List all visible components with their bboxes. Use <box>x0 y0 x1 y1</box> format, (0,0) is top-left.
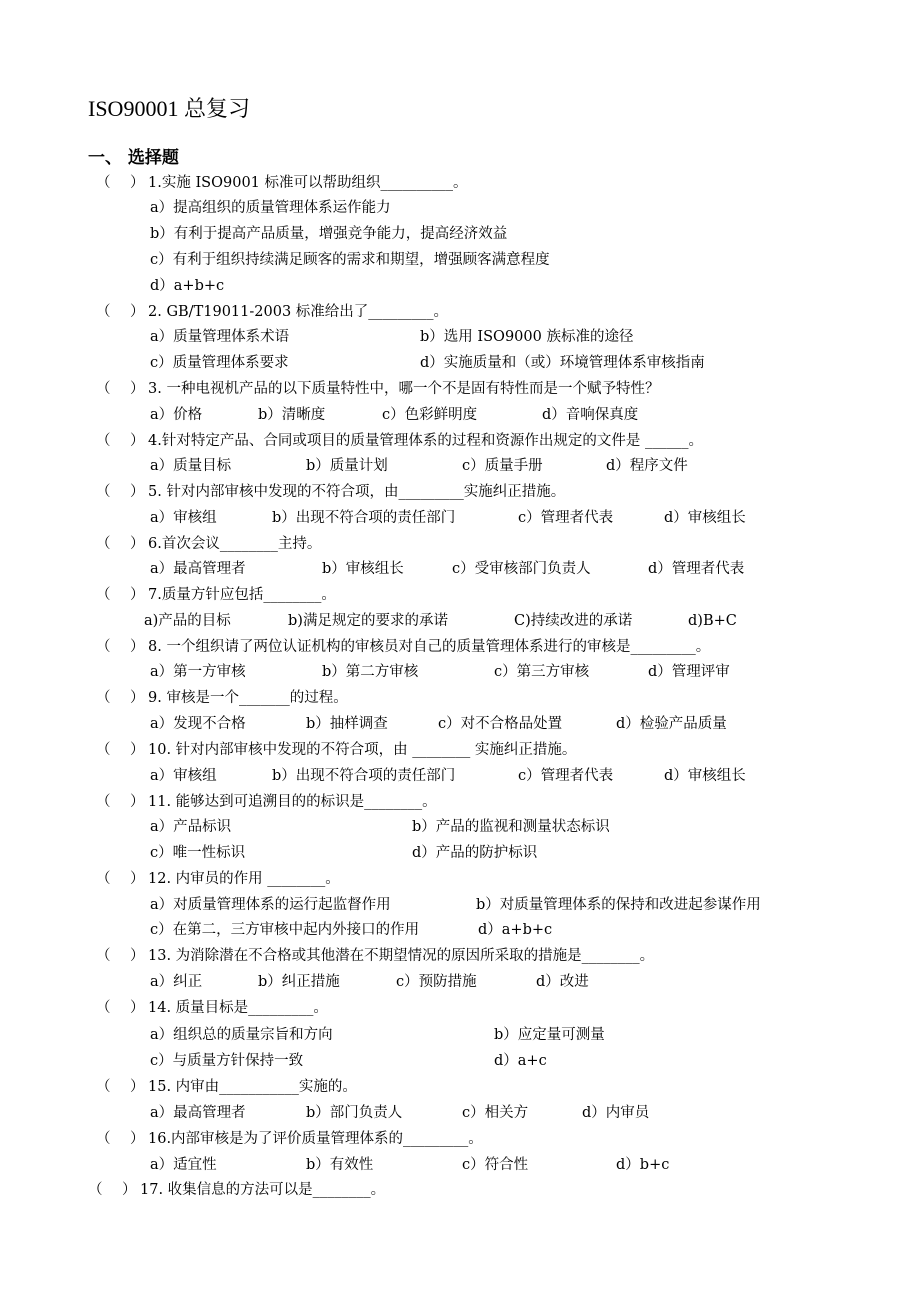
option: b）产品的监视和测量状态标识 <box>412 819 610 835</box>
option: c）第三方审核 <box>494 664 590 680</box>
option: a）发现不合格 <box>150 716 246 732</box>
option: d)B+C <box>688 613 737 629</box>
question-13: （ ） 13. 为消除潜在不合格或其他潜在不期望情况的原因所采取的措施是________。 <box>96 948 655 964</box>
option: b）第二方审核 <box>322 664 419 680</box>
option: d）程序文件 <box>606 458 688 474</box>
option: b）出现不符合项的责任部门 <box>272 768 456 784</box>
option: a）对质量管理体系的运行起监督作用 <box>150 897 391 913</box>
option: b）纠正措施 <box>258 974 340 990</box>
option: d）检验产品质量 <box>616 716 727 732</box>
option: b)满足规定的要求的承诺 <box>288 613 448 629</box>
option: a）质量管理体系术语 <box>150 329 290 345</box>
option: a）提高组织的质量管理体系运作能力 <box>150 200 391 216</box>
question-stem: 4.针对特定产品、合同或项目的质量管理体系的过程和资源作出规定的文件是 ______。 <box>148 433 703 449</box>
option: d）管理者代表 <box>648 561 745 577</box>
page-title: ISO90001 总复习 <box>88 96 250 121</box>
question-2: （ ） 2. GB/T19011-2003 标准给出了_________。 <box>96 304 449 320</box>
option: c）与质量方针保持一致 <box>150 1053 304 1069</box>
option: a）组织总的质量宗旨和方向 <box>150 1027 333 1043</box>
option: a）第一方审核 <box>150 664 246 680</box>
option: a）纠正 <box>150 974 203 990</box>
question-stem: 9. 审核是一个_______的过程。 <box>148 690 348 706</box>
option: a)产品的目标 <box>144 613 231 629</box>
option: d）管理评审 <box>648 664 730 680</box>
option: c）符合性 <box>462 1157 529 1173</box>
option: a）最高管理者 <box>150 561 246 577</box>
option: b）清晰度 <box>258 407 326 423</box>
option: d）内审员 <box>582 1105 650 1121</box>
option: b）抽样调查 <box>306 716 388 732</box>
question-stem: 10. 针对内部审核中发现的不符合项，由 ________ 实施纠正措施。 <box>148 742 577 758</box>
question-stem: 2. GB/T19011-2003 标准给出了_________。 <box>148 304 449 320</box>
option: d）音响保真度 <box>542 407 639 423</box>
option: b）出现不符合项的责任部门 <box>272 510 456 526</box>
option: c）相关方 <box>462 1105 529 1121</box>
option: c）对不合格品处置 <box>438 716 563 732</box>
option: b）审核组长 <box>322 561 404 577</box>
question-6: （ ） 6.首次会议________主持。 <box>96 536 322 552</box>
question-stem: 1.实施 ISO9001 标准可以帮助组织__________。 <box>148 175 468 191</box>
option: d）审核组长 <box>664 768 746 784</box>
question-stem: 8. 一个组织请了两位认证机构的审核员对自己的质量管理体系进行的审核是_________。 <box>148 639 711 655</box>
option: d）a+b+c <box>150 278 225 294</box>
question-16: （ ） 16.内部审核是为了评价质量管理体系的_________。 <box>96 1131 483 1147</box>
question-17: （ ） 17. 收集信息的方法可以是________。 <box>88 1182 386 1198</box>
option: d）实施质量和（或）环境管理体系审核指南 <box>420 355 705 371</box>
option: c）受审核部门负责人 <box>452 561 591 577</box>
option: c）管理者代表 <box>518 768 614 784</box>
option: b）对质量管理体系的保持和改进起参谋作用 <box>476 897 761 913</box>
option: c）在第二，三方审核中起内外接口的作用 <box>150 922 420 938</box>
option: c）质量管理体系要求 <box>150 355 289 371</box>
option: C)持续改进的承诺 <box>514 613 633 629</box>
option: c）管理者代表 <box>518 510 614 526</box>
question-5: （ ） 5. 针对内部审核中发现的不符合项，由_________实施纠正措施。 <box>96 484 566 500</box>
question-stem: 3. 一种电视机产品的以下质量特性中，哪一个不是固有特性而是一个赋予特性？ <box>148 381 660 397</box>
question-10: （ ） 10. 针对内部审核中发现的不符合项，由 ________ 实施纠正措施。 <box>96 742 577 758</box>
option: d）审核组长 <box>664 510 746 526</box>
option: b）应定量可测量 <box>494 1027 605 1043</box>
question-stem: 6.首次会议________主持。 <box>148 536 322 552</box>
option: a）最高管理者 <box>150 1105 246 1121</box>
question-stem: 7.质量方针应包括________。 <box>148 587 336 603</box>
option: a）价格 <box>150 407 203 423</box>
section-heading: 一、 选择题 <box>88 148 179 168</box>
question-stem: 11. 能够达到可追溯目的的标识是________。 <box>148 794 437 810</box>
option: d）改进 <box>536 974 589 990</box>
question-stem: 5. 针对内部审核中发现的不符合项，由_________实施纠正措施。 <box>148 484 566 500</box>
question-14: （ ） 14. 质量目标是_________。 <box>96 1000 328 1016</box>
option: c）质量手册 <box>462 458 543 474</box>
option: d）a+b+c <box>478 922 553 938</box>
question-stem: 16.内部审核是为了评价质量管理体系的_________。 <box>148 1131 483 1147</box>
option: b）有利于提高产品质量，增强竞争能力，提高经济效益 <box>150 226 508 242</box>
option: d）a+c <box>494 1053 547 1069</box>
question-12: （ ） 12. 内审员的作用 ________。 <box>96 871 340 887</box>
option: a）审核组 <box>150 768 217 784</box>
option: b）有效性 <box>306 1157 374 1173</box>
question-stem: 12. 内审员的作用 ________。 <box>148 871 340 887</box>
question-4: （ ） 4.针对特定产品、合同或项目的质量管理体系的过程和资源作出规定的文件是 ______。 <box>96 433 703 449</box>
option: a）质量目标 <box>150 458 232 474</box>
option: b）质量计划 <box>306 458 388 474</box>
option: a）适宜性 <box>150 1157 217 1173</box>
question-9: （ ） 9. 审核是一个_______的过程。 <box>96 690 348 706</box>
answer-blank: （ <box>96 175 111 191</box>
option: c）唯一性标识 <box>150 845 246 861</box>
question-stem: 13. 为消除潜在不合格或其他潜在不期望情况的原因所采取的措施是________。 <box>148 948 655 964</box>
question-7: （ ） 7.质量方针应包括________。 <box>96 587 336 603</box>
option: c）有利于组织持续满足顾客的需求和期望，增强顾客满意程度 <box>150 252 550 268</box>
option: c）预防措施 <box>396 974 477 990</box>
question-stem: 17. 收集信息的方法可以是________。 <box>140 1182 386 1198</box>
question-stem: 14. 质量目标是_________。 <box>148 1000 328 1016</box>
option: b）选用 ISO9000 族标准的途径 <box>420 329 634 345</box>
question-1: （ ） 1.实施 ISO9001 标准可以帮助组织__________。 <box>96 175 468 191</box>
question-11: （ ） 11. 能够达到可追溯目的的标识是________。 <box>96 794 437 810</box>
question-15: （ ） 15. 内审由___________实施的。 <box>96 1079 357 1095</box>
option: a）产品标识 <box>150 819 232 835</box>
question-3: （ ） 3. 一种电视机产品的以下质量特性中，哪一个不是固有特性而是一个赋予特性？ <box>96 381 660 397</box>
option: d）产品的防护标识 <box>412 845 538 861</box>
option: c）色彩鲜明度 <box>382 407 478 423</box>
question-stem: 15. 内审由___________实施的。 <box>148 1079 357 1095</box>
option: d）b+c <box>616 1157 670 1173</box>
option: b）部门负责人 <box>306 1105 403 1121</box>
option: a）审核组 <box>150 510 217 526</box>
question-8: （ ） 8. 一个组织请了两位认证机构的审核员对自己的质量管理体系进行的审核是_________。 <box>96 639 711 655</box>
